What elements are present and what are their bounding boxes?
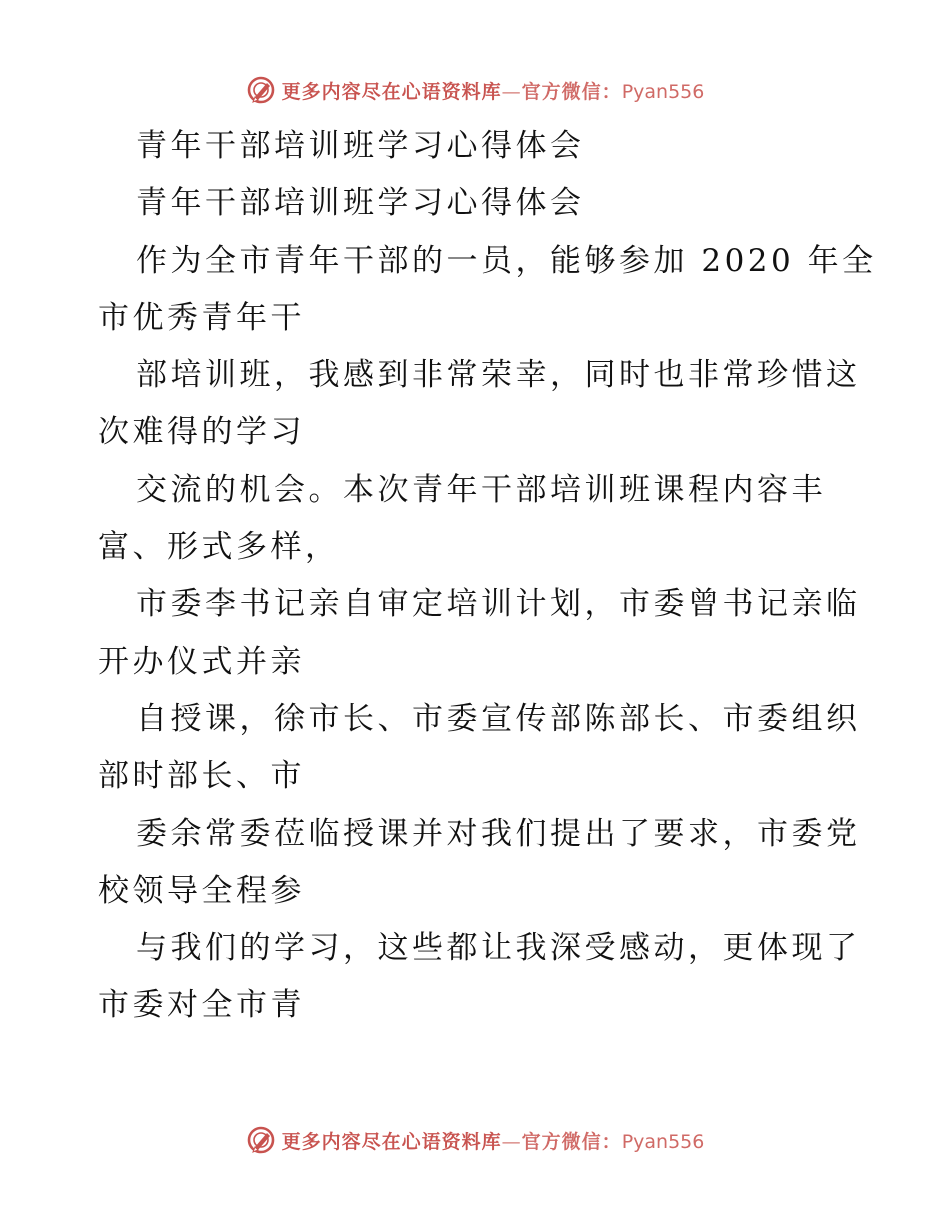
document-body — [98, 118, 877, 1035]
text-line: 市委李书记亲自审定培训计划，市委曾书记亲临 — [136, 586, 861, 623]
text-line: 自授课，徐市长、市委宣传部陈部长、市委组织 — [136, 700, 861, 737]
pen-logo-icon — [246, 1125, 276, 1155]
text-line: 作为全市青年干部的一员，能够参加 2020 年全 — [136, 242, 877, 279]
watermark-separator: — — [501, 1130, 522, 1153]
watermark-contact-label: 官方微信： — [521, 80, 622, 103]
watermark-site-text: 更多内容尽在心语资料库 — [281, 80, 502, 103]
text-line: 部时部长、市 — [98, 758, 305, 795]
pen-logo-icon — [246, 75, 276, 105]
text-line: 部培训班，我感到非常荣幸，同时也非常珍惜这 — [136, 357, 861, 394]
footer-watermark — [0, 1122, 950, 1158]
watermark-text — [282, 77, 705, 104]
text-line: 次难得的学习 — [98, 414, 305, 451]
text-line: 青年干部培训班学习心得体会 — [136, 128, 585, 164]
text-line: 委余常委莅临授课并对我们提出了要求，市委党 — [136, 815, 861, 852]
text-line: 开办仪式并亲 — [98, 643, 305, 680]
watermark-contact-handle: Pyan556 — [621, 80, 705, 103]
watermark-text — [282, 1127, 705, 1154]
header-watermark — [0, 72, 950, 108]
text-line: 富、形式多样， — [98, 529, 340, 566]
text-line: 市委对全市青 — [98, 987, 305, 1024]
watermark-site-text: 更多内容尽在心语资料库 — [281, 1130, 502, 1153]
watermark-contact-label: 官方微信： — [521, 1130, 622, 1153]
text-line: 与我们的学习，这些都让我深受感动，更体现了 — [136, 930, 861, 967]
text-line: 青年干部培训班学习心得体会 — [136, 185, 585, 222]
text-line: 市优秀青年干 — [98, 299, 305, 336]
watermark-contact-handle: Pyan556 — [621, 1130, 705, 1153]
text-line: 校领导全程参 — [98, 872, 305, 909]
text-line: 交流的机会。本次青年干部培训班课程内容丰 — [136, 471, 826, 508]
watermark-separator: — — [501, 80, 522, 103]
